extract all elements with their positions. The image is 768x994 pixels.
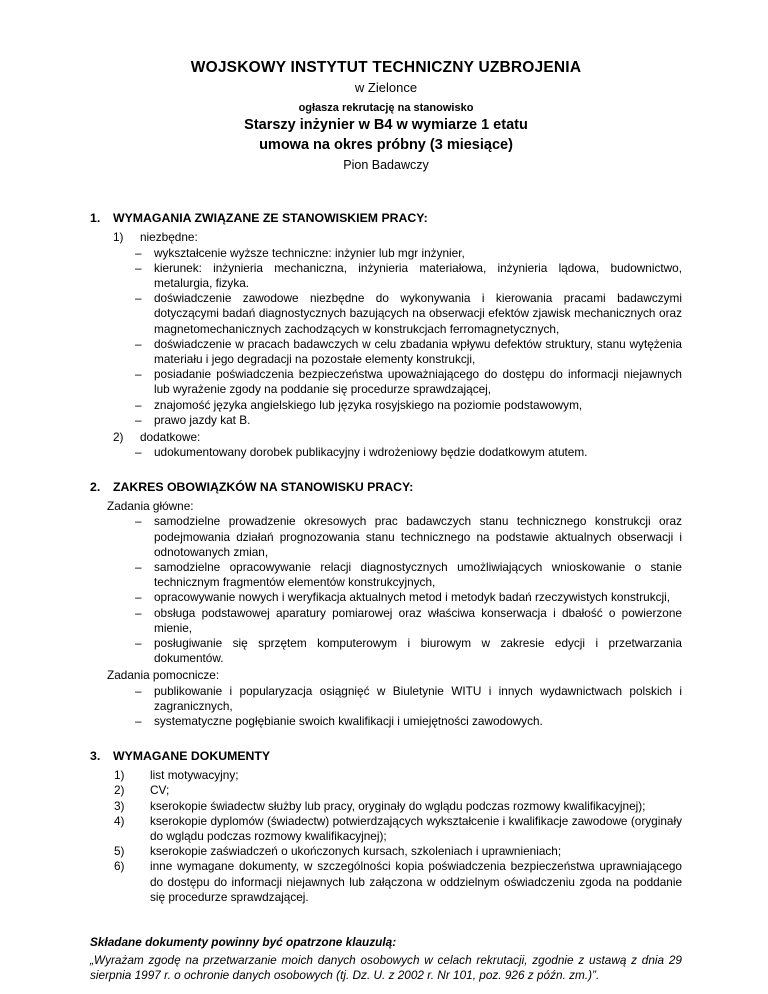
document-item: 6) inne wymagane dokumenty, w szczególności kopia poświadczenia bezpieczeństwa uprawniającego do dostępu do informacji niejawnych lub załączona w oddzielnym oświadczeniu zgoda na poddanie się procedurze sprawdzającej. (114, 859, 682, 904)
section-requirements (90, 211, 682, 460)
document-item-number: 1) (114, 768, 125, 783)
document-item: 5) kserokopie zaświadczeń o ukończonych kursach, szkoleniach i uprawnieniach; (114, 844, 562, 859)
dash-bullet: – (135, 336, 142, 351)
document-item: 3) kserokopie świadectw służby lub pracy, oryginały do wglądu podczas rozmowy kwalifikacyjnej); (114, 798, 646, 813)
section-2-title: ZAKRES OBOWIĄZKÓW NA STANOWISKU PRACY: (113, 480, 414, 495)
position-title: Starszy inżynier w B4 w wymiarze 1 etatu (244, 116, 528, 133)
dash-bullet: – (135, 714, 142, 729)
section-2-heading (90, 480, 682, 496)
document-item-number: 4) (114, 813, 125, 828)
dash-bullet: – (135, 397, 142, 412)
subsection-necessary-title: niezbędne: (140, 230, 198, 245)
contract-type: umowa na okres próbny (3 miesiące) (259, 136, 513, 153)
duty-item: – systematyczne pogłębianie swoich kwalifikacji i umiejętności zawodowych. (135, 714, 543, 729)
dash-bullet: – (135, 291, 142, 306)
section-3-title: WYMAGANE DOKUMENTY (113, 749, 271, 764)
clause-title: Składane dokumenty powinny być opatrzone klauzulą: (90, 934, 397, 949)
section-duties (90, 480, 682, 729)
dash-bullet: – (135, 590, 142, 605)
section-1-number: 1. (90, 211, 101, 226)
document-item-number: 6) (114, 859, 125, 874)
section-1-heading (90, 211, 682, 227)
subsection-additional-heading (90, 430, 682, 445)
duty-item: – samodzielne prowadzenie okresowych prac badawczych stanu technicznego konstrukcji oraz podejmowania działań prognozowania stanu technicznego na podstawie aktualnych obserwacji i odnotowanych zmian, (135, 514, 682, 559)
auxiliary-tasks-title: Zadania pomocnicze: (107, 668, 220, 683)
duty-item: – publikowanie i popularyzacja osiągnięć w Biuletynie WITU i innych wydawnictwach polskich i zagranicznych, (135, 683, 682, 713)
main-tasks-title: Zadania główne: (107, 499, 194, 514)
dash-bullet: – (135, 245, 142, 260)
institute-location: w Zielonce (354, 79, 418, 95)
section-documents (90, 749, 682, 905)
document-item-number: 3) (114, 798, 125, 813)
dash-bullet: – (135, 412, 142, 427)
section-3-heading (90, 749, 682, 765)
institute-name: WOJSKOWY INSTYTUT TECHNICZNY UZBROJENIA (190, 59, 582, 76)
dash-bullet: – (135, 560, 142, 575)
requirement-item: – udokumentowany dorobek publikacyjny i wdrożeniowy będzie dodatkowym atutem. (135, 445, 588, 460)
dash-bullet: – (135, 514, 142, 529)
requirement-item: – wykształcenie wyższe techniczne: inżynier lub mgr inżynier, (135, 245, 465, 260)
dash-bullet: – (135, 445, 142, 460)
subsection-additional-label: 2) (113, 429, 124, 444)
requirement-item: – posiadanie poświadczenia bezpieczeństwa upoważniającego do dostępu do informacji niejawnych lub wyrażenie zgody na poddanie się procedurze sprawdzającej, (135, 367, 682, 397)
document-item-number: 5) (114, 844, 125, 859)
document-item: 1) list motywacyjny; (114, 768, 239, 783)
division-name: Pion Badawczy (343, 158, 429, 173)
section-2-number: 2. (90, 480, 101, 495)
subsection-necessary-label: 1) (113, 230, 124, 245)
section-1-title: WYMAGANIA ZWIĄZANE ZE STANOWISKIEM PRACY: (113, 211, 428, 226)
requirement-item: – doświadczenie zawodowe niezbędne do wykonywania i kierowania pracami badawczymi dotyczącymi badań diagnostycznych bazujących na obserwacji efektów zjawisk mechanicznych oraz magnetomechanicznych zachodzących w konstrukcjach ferromagnetycznych, (135, 291, 682, 336)
duty-item: – obsługa podstawowej aparatury pomiarowej oraz właściwa konserwacja i dbałość o powierzone mienie, (135, 605, 682, 635)
document-item: 4) kserokopie dyplomów (świadectw) potwierdzających wykształcenie i kwalifikacje zawodowe (oryginały do wglądu podczas rozmowy kwalifikacyjnej); (114, 813, 682, 843)
requirement-item: – prawo jazdy kat B. (135, 412, 251, 427)
dash-bullet: – (135, 605, 142, 620)
subsection-additional-title: dodatkowe: (140, 429, 201, 444)
duty-item: – samodzielne opracowywanie relacji diagnostycznych umożliwiających wnioskowanie o stanie technicznym fragmentów elementów konstrukcyjnych, (135, 560, 682, 590)
document-item-number: 2) (114, 783, 125, 798)
dash-bullet: – (135, 260, 142, 275)
clause-note (90, 935, 682, 984)
section-3-number: 3. (90, 749, 101, 764)
duty-item: – opracowywanie nowych i weryfikacja aktualnych metod i metodyk badań rzeczywistych konstrukcji, (135, 590, 671, 605)
document-item: 2) CV; (114, 783, 170, 798)
requirement-item: – znajomość języka angielskiego lub języka rosyjskiego na poziomie podstawowym, (135, 397, 583, 412)
dash-bullet: – (135, 636, 142, 651)
recruitment-announcement: ogłasza rekrutację na stanowisko (298, 101, 474, 114)
duty-item: – posługiwanie się sprzętem komputerowym i biurowym w zakresie edycji i przetwarzania dokumentów. (135, 636, 682, 666)
subsection-necessary-heading (90, 230, 682, 245)
requirement-item: – kierunek: inżynieria mechaniczna, inżynieria materiałowa, inżynieria lądowa, budownictwo, metalurgia, fizyka. (135, 260, 682, 290)
clause-text: „Wyrażam zgodę na przetwarzanie moich danych osobowych w celach rekrutacji, zgodnie z ustawą z dnia 29 sierpnia 1997 r. o ochronie danych osobowych (tj. Dz. U. z 2002 r. Nr 101, poz. 926 z późn. zm.)”. (90, 953, 682, 983)
dash-bullet: – (135, 683, 142, 698)
dash-bullet: – (135, 367, 142, 382)
requirement-item: – doświadczenie w pracach badawczych w celu zbadania wpływu defektów struktury, stanu wytężenia materiału i jego degradacji na pozostałe elementy konstrukcji, (135, 336, 682, 366)
